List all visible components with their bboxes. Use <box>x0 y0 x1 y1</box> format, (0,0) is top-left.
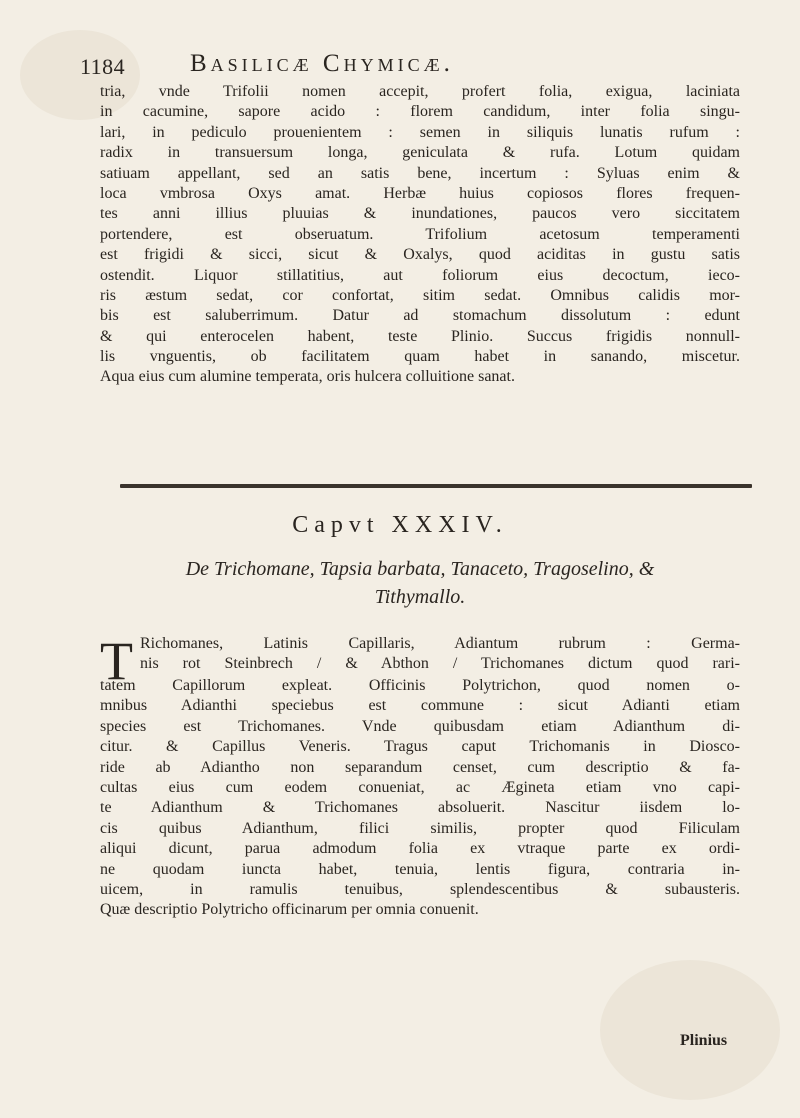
section-divider <box>120 484 752 488</box>
text-line: ris æstum sedat, cor confortat, sitim sedat. Omnibus calidis mor- <box>100 286 740 304</box>
text-line: tatem Capillorum expleat. Officinis Polytrichon, quod nomen o- <box>100 677 740 694</box>
text-line: ostendit. Liquor stillatitius, aut foliorum eius decoctum, ieco- <box>100 266 740 284</box>
text-line: bis est saluberrimum. Datur ad stomachum dissolutum : edunt <box>100 307 740 325</box>
text-line: species est Trichomanes. Vnde quibusdam etiam Adianthum di- <box>100 717 740 735</box>
paragraph-trifolium <box>100 82 740 388</box>
text-line: aliqui dicunt, parua admodum folia ex vtraque parte ex ordi- <box>100 840 740 858</box>
paper-stain <box>600 960 780 1100</box>
text-line: radix in transuersum longa, geniculata & rufa. Lotum quidam <box>100 144 740 162</box>
chapter-subtitle: De Trichomane, Tapsia barbata, Tanaceto, Tragoselino, & <box>185 558 655 580</box>
text-line: & qui enterocelen habent, teste Plinio. Succus frigidis nonnull- <box>100 327 740 345</box>
text-line: ride ab Adiantho non separandum censet, cum descriptio & fa- <box>100 758 740 776</box>
text-line: satiuam appellant, sed an satis bene, incertum : Syluas enim & <box>100 164 740 182</box>
chapter-heading: Capvt XXXIV. <box>292 512 508 538</box>
running-title: Basilicæ Chymicæ. <box>190 50 454 77</box>
text-line: nis rot Steinbrech / & Abthon / Trichomanes dictum quod rari- <box>140 655 740 673</box>
text-line: est frigidi & sicci, sicut & Oxalys, quod aciditas in gustu satis <box>100 246 740 264</box>
text-line: lis vnguentis, ob facilitatem quam habet in sanando, miscetur. <box>100 348 740 366</box>
text-line: mnibus Adianthi speciebus est commune : sicut Adianti etiam <box>100 697 740 715</box>
text-line: uicem, in ramulis tenuibus, splendescentibus & subausteris. <box>100 880 740 898</box>
paragraph-trichomanes-opening <box>140 634 740 675</box>
text-line: tria, vnde Trifolii nomen accepit, profert folia, exigua, laciniata <box>100 83 740 100</box>
text-line: ne quodam iuncta habet, tenuia, lentis figura, contraria in- <box>100 860 740 878</box>
paragraph-trichomanes <box>100 676 740 921</box>
text-line: lari, in pediculo prouenientem : semen in siliquis lunatis rufum : <box>100 123 740 141</box>
text-line: tes anni illius pluuias & inundationes, paucos vero siccitatem <box>100 205 740 223</box>
text-line: citur. & Capillus Veneris. Tragus caput Trichomanis in Diosco- <box>100 738 740 756</box>
text-line: in cacumine, sapore acido : florem candidum, inter folia singu- <box>100 103 740 121</box>
text-line: cis quibus Adianthum, filici similis, propter quod Filiculam <box>100 819 740 837</box>
text-line: cultas eius cum eodem conueniat, ac Ægineta etiam vno capi- <box>100 778 740 796</box>
catchword: Plinius <box>680 1032 728 1049</box>
text-line: Quæ descriptio Polytricho officinarum per omnia conuenit. <box>100 901 479 919</box>
text-line: Aqua eius cum alumine temperata, oris hulcera colluitione sanat. <box>100 368 515 386</box>
text-line: Richomanes, Latinis Capillaris, Adiantum rubrum : Germa- <box>140 635 740 652</box>
text-line: te Adianthum & Trichomanes absoluerit. Nascitur iisdem lo- <box>100 799 740 817</box>
chapter-subtitle: Tithymallo. <box>374 586 466 608</box>
text-line: portendere, est obseruatum. Trifolium acetosum temperamenti <box>100 225 740 243</box>
text-line: loca vmbrosa Oxys amat. Herbæ huius copiosos flores frequen- <box>100 184 740 202</box>
page-number: 1184 <box>80 54 126 79</box>
drop-cap: T <box>100 631 133 691</box>
